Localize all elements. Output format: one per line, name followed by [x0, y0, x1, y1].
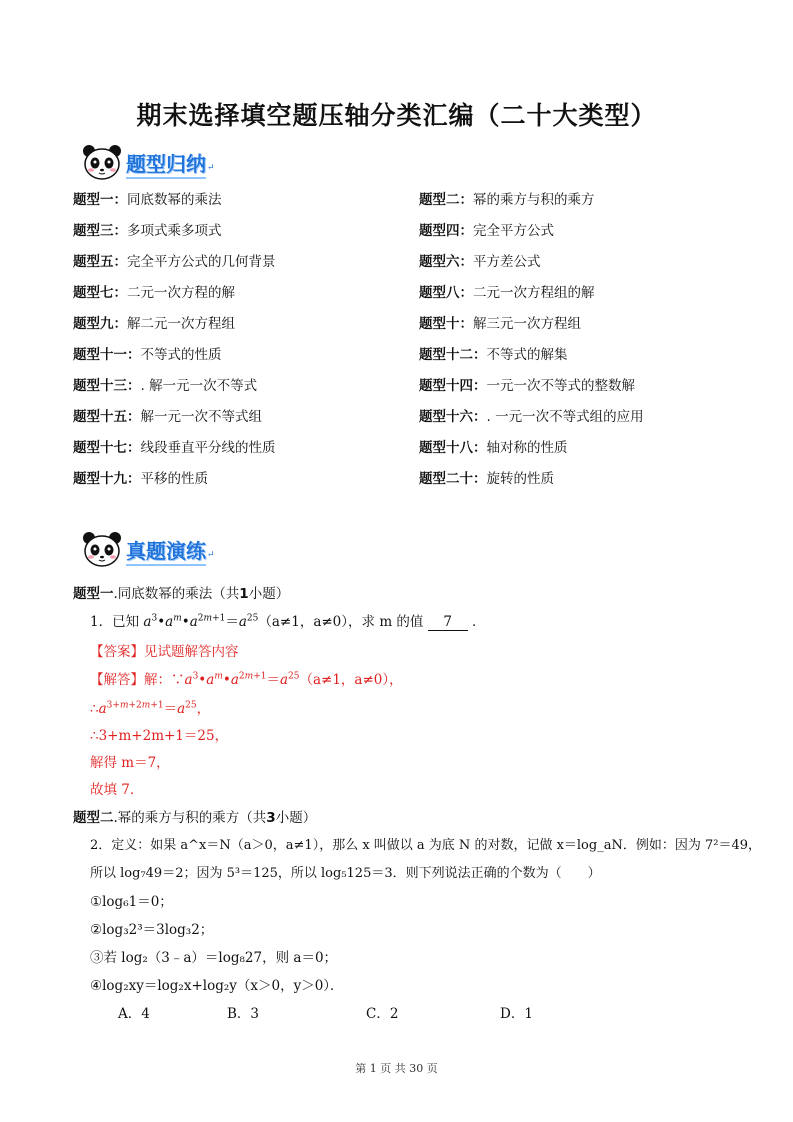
type-label: 题型一： — [73, 192, 127, 208]
page-title: 期末选择填空题压轴分类汇编（二十大类型） — [136, 101, 657, 130]
type-item — [73, 467, 208, 487]
type-item — [73, 312, 235, 332]
summary-section-header — [80, 140, 215, 184]
type-text: 解二元一次方程组 — [127, 316, 235, 332]
statement-1: ①log₆1＝0； — [90, 894, 173, 910]
question-2-line-1: 2．定义：如果 a^x＝N（a＞0，a≠1），那么 x 叫做以 a 为底 N 的对数，记做 x＝log_aN．例如：因为 7²＝49， — [90, 838, 761, 853]
statement-3: ③若 log₂（3﹣a）＝log₈27，则 a＝0； — [90, 950, 338, 966]
panda-icon — [80, 142, 124, 182]
type-item — [73, 250, 276, 270]
type-item — [419, 219, 554, 239]
solution-step-2: $\therefore a^{3+m+2m+1}=a^{25}$， — [90, 700, 211, 717]
type-text: 同底数幂的乘法 — [127, 192, 222, 208]
type-label: 题型三： — [73, 223, 127, 239]
statement-4: ④log₂xy＝log₂x+log₂y（x＞0，y＞0）． — [90, 978, 344, 994]
type-item — [419, 281, 595, 301]
type-item — [419, 436, 568, 456]
type-item — [73, 219, 222, 239]
type-item — [73, 188, 222, 208]
type-text: 解一元一次不等式组 — [140, 409, 262, 425]
option-a[interactable]: A．4 — [118, 1006, 150, 1022]
type-text: 不等式的解集 — [486, 347, 568, 363]
type-text: 线段垂直平分线的性质 — [140, 440, 276, 456]
type-item — [419, 405, 644, 425]
type-text: 完全平方公式的几何背景 — [127, 254, 276, 270]
page-footer: 第 1 页 共 30 页 — [355, 1062, 438, 1075]
type-text: 二元一次方程的解 — [127, 285, 235, 301]
type-item — [419, 467, 554, 487]
section2-heading: 题型二.幂的乘方与积的乘方（共3小题） — [73, 810, 317, 826]
type-label: 题型十九： — [73, 471, 141, 487]
type-label: 题型六： — [419, 254, 473, 270]
type-text: 解三元一次方程组 — [473, 316, 581, 332]
option-c[interactable]: C．2 — [366, 1006, 399, 1022]
type-text: . 解一元一次不等式 — [140, 378, 258, 394]
type-text: 多项式乘多项式 — [127, 223, 222, 239]
solution-step-3: ∴3+m+2m+1＝25， — [90, 728, 229, 744]
question-2-line-2: 所以 log₇49＝2；因为 5³＝125，所以 log₅125＝3．则下列说法正确的个数为（ ） — [90, 866, 601, 881]
type-label: 题型十八： — [419, 440, 487, 456]
type-label: 题型四： — [419, 223, 473, 239]
type-item — [73, 405, 262, 425]
question-1: 1．已知 $a^3•a^m•a^{2m+1}=a^{25}(a\ne 1$，a≠0），求 m 的值 7 ． — [90, 613, 486, 630]
type-item — [73, 343, 222, 363]
type-text: 平方差公式 — [473, 254, 541, 270]
type-item — [419, 250, 541, 270]
type-text: 旋转的性质 — [486, 471, 554, 487]
paragraph-mark-icon: ↵ — [207, 163, 215, 173]
paragraph-mark-icon: ↵ — [207, 550, 215, 560]
answer-label: 【答案】见试题解答内容 — [90, 644, 239, 660]
type-item — [419, 374, 635, 394]
option-d[interactable]: D．1 — [500, 1006, 533, 1022]
type-item — [73, 281, 235, 301]
type-label: 题型二十： — [419, 471, 487, 487]
type-label: 题型十二： — [419, 347, 487, 363]
summary-heading: 题型归纳 — [126, 148, 206, 177]
type-label: 题型十一： — [73, 347, 141, 363]
section1-heading: 题型一.同底数幂的乘法（共1小题） — [73, 586, 290, 602]
type-text: 幂的乘方与积的乘方 — [473, 192, 595, 208]
type-label: 题型十四： — [419, 378, 487, 394]
type-label: 题型十三： — [73, 378, 141, 394]
type-item — [419, 343, 568, 363]
type-text: 完全平方公式 — [473, 223, 554, 239]
solution-step-4: 解得 m＝7， — [90, 755, 170, 771]
type-text: 不等式的性质 — [140, 347, 222, 363]
type-label: 题型八： — [419, 285, 473, 301]
type-item — [73, 436, 276, 456]
type-label: 题型十六： — [419, 409, 487, 425]
solution-line: 【解答】解：$\because a^3•a^m•a^{2m+1}=a^{25}(a\ne 1$，a≠0）， — [90, 671, 403, 688]
type-text: 平移的性质 — [140, 471, 208, 487]
type-label: 题型十七： — [73, 440, 141, 456]
practice-section-header — [80, 527, 215, 571]
statement-2: ②log₃2³＝3log₃2； — [90, 922, 214, 938]
answer-blank: 7 — [428, 614, 468, 631]
type-label: 题型二： — [419, 192, 473, 208]
type-label: 题型九： — [73, 316, 127, 332]
type-label: 题型五： — [73, 254, 127, 270]
practice-heading: 真题演练 — [126, 535, 206, 564]
option-b[interactable]: B．3 — [227, 1006, 260, 1022]
panda-icon — [80, 529, 124, 569]
type-item — [419, 188, 595, 208]
solution-step-5: 故填 7． — [90, 782, 144, 798]
type-item — [419, 312, 581, 332]
type-text: 一元一次不等式的整数解 — [486, 378, 635, 394]
type-text: 二元一次方程组的解 — [473, 285, 595, 301]
type-label: 题型十： — [419, 316, 473, 332]
type-label: 题型七： — [73, 285, 127, 301]
type-item — [73, 374, 257, 394]
type-label: 题型十五： — [73, 409, 141, 425]
type-text: . 一元一次不等式组的应用 — [486, 409, 644, 425]
type-text: 轴对称的性质 — [486, 440, 568, 456]
